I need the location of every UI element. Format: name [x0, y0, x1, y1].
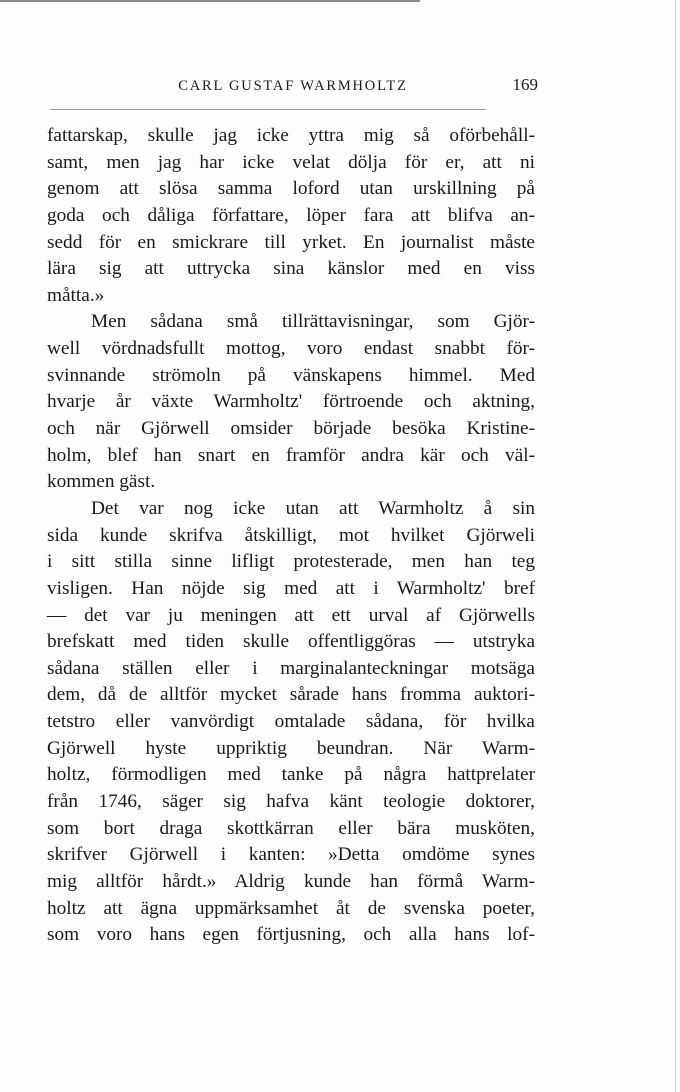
paragraph-end-line: måtta.»	[47, 284, 105, 306]
text-line: Gjörwell hyste uppriktig beundran. När Warm-	[47, 737, 535, 759]
text-line: holtz att ägna uppmärksamhet åt de svenska poeter,	[47, 897, 535, 919]
page-number: 169	[512, 75, 538, 94]
scan-edge-right	[675, 0, 676, 1092]
body-text	[47, 123, 535, 949]
text-line: mig alltför hårdt.» Aldrig kunde han förmå Warm-	[47, 870, 535, 892]
header-rule	[50, 109, 486, 110]
text-line: i sitt stilla sinne lifligt protesterade, men han teg	[47, 551, 535, 573]
running-title: CARL GUSTAF WARMHOLTZ	[178, 78, 408, 94]
text-line: visligen. Han nöjde sig med att i Warmholtz' bref	[47, 577, 535, 599]
running-head	[48, 75, 538, 102]
paragraph-end-line: kommen gäst.	[47, 471, 156, 493]
text-line: sedd för en smickrare till yrket. En journalist måste	[47, 231, 535, 253]
text-line: sida kunde skrifva åtskilligt, mot hvilket Gjörweli	[47, 524, 535, 546]
text-line: fattarskap, skulle jag icke yttra mig så oförbehåll-	[47, 125, 535, 146]
text-line: tetstro eller vanvördigt omtalade sådana, för hvilka	[47, 711, 535, 733]
text-line: lära sig att uttrycka sina känslor med en viss	[47, 258, 535, 280]
text-line: brefskatt med tiden skulle offentliggöras — utstryka	[47, 631, 535, 653]
text-line: — det var ju meningen att ett urval af Gjörwells	[47, 604, 535, 626]
scan-edge-top	[0, 0, 420, 2]
text-line: och när Gjörwell omsider började besöka Kristine-	[47, 418, 535, 440]
text-line: holtz, förmodligen med tanke på några hattprelater	[47, 764, 535, 786]
paragraph-start-line: Men sådana små tillrättavisningar, som Gjör-	[91, 311, 535, 333]
text-line: samt, men jag har icke velat dölja för er, att ni	[47, 151, 535, 173]
text-line: från 1746, säger sig hafva känt teologie doktorer,	[47, 791, 535, 813]
text-line: som bort draga skottkärran eller bära musköten,	[47, 817, 535, 839]
text-line: svinnande strömoln på vänskapens himmel. Med	[47, 364, 535, 386]
text-line: genom att slösa samma loford utan urskillning på	[47, 178, 535, 200]
text-line: dem, då de alltför mycket sårade hans fromma auktori-	[47, 684, 535, 706]
text-line: holm, blef han snart en framför andra kär och väl-	[47, 444, 535, 466]
text-line: hvarje år växte Warmholtz' förtroende och aktning,	[47, 391, 535, 413]
text-line: skrifver Gjörwell i kanten: »Detta omdöme synes	[47, 844, 535, 866]
text-line: well vördnadsfullt mottog, voro endast snabbt för-	[47, 338, 535, 360]
text-line: sådana ställen eller i marginalanteckningar motsäga	[47, 657, 535, 679]
text-line: som voro hans egen förtjusning, och alla hans lof-	[47, 924, 535, 946]
paragraph-start-line: Det var nog icke utan att Warmholtz å sin	[91, 497, 535, 519]
text-line: goda och dåliga författare, löper fara att blifva an-	[47, 204, 535, 226]
